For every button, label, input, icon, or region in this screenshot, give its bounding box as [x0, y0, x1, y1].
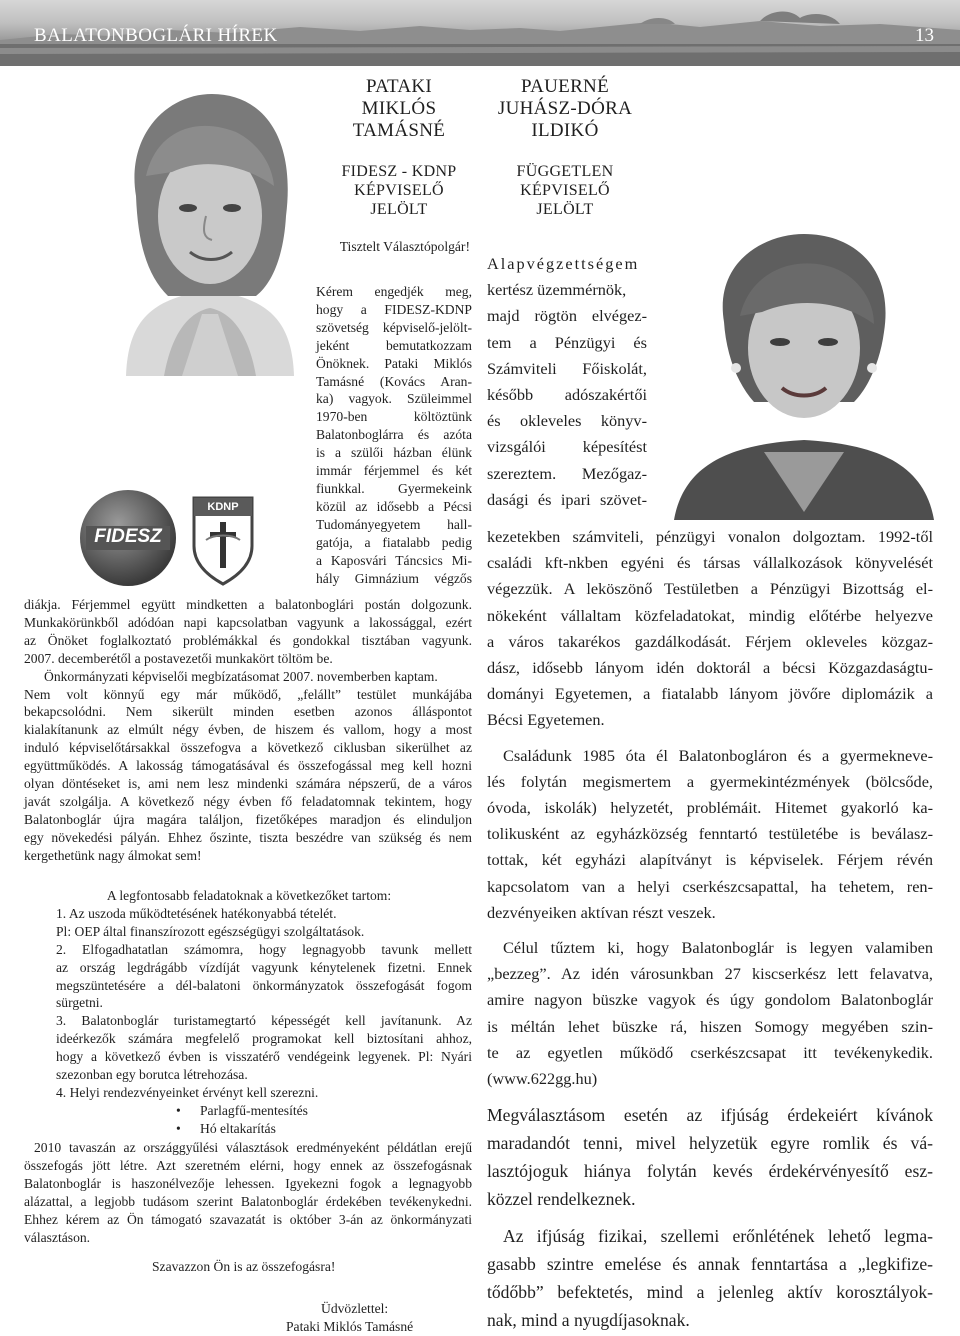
text-line: szereztem. Mezőgaz- — [487, 463, 647, 483]
text-line: javát szolgálja. A következő négy évben fő feladatomnak tekintem, hogy — [24, 793, 472, 809]
left-closing — [24, 1139, 472, 1336]
text-line: a Kaposvári Táncsics Mi- — [316, 552, 472, 568]
text-line: is méltán lehet büszke rá, hiszen Somogy megyében szin- — [487, 1016, 933, 1036]
text-line: Nem volt könnyű egy már működő, „felállt” testület munkájába — [24, 686, 472, 702]
text-line: jeként bemutatkozzam — [316, 337, 472, 353]
text-line: Balatonboglár újra magára találjon, fizetőképes maradjon és elinduljon — [24, 811, 472, 827]
section-heading: Alapvégzettségem — [487, 254, 640, 273]
text-line: vizsgálói képesítést — [487, 437, 647, 457]
text-line: sürgetni. — [56, 995, 103, 1011]
bullet-item — [56, 1102, 472, 1120]
text-line: tem a Pénzügyi és — [487, 332, 647, 352]
text-line: később adószakértői — [487, 385, 647, 405]
text-line: 1. Az uszoda működtetésének hatékonyabbá tételét. — [56, 905, 337, 921]
text-line: bekapcsolódni. Nem sikerült minden esetben azonos álláspontot — [24, 704, 472, 720]
page-number: 13 — [915, 25, 934, 46]
bullet-text: Parlagfű-mentesítés — [200, 1102, 308, 1118]
text-line: dasági és ipari szövet- — [487, 489, 647, 509]
text-line: Ehhez kérem az Ön támogató szavazatát is október 3-án az önkormányzati — [24, 1211, 472, 1227]
text-line: ka) vagyok. Szüleimmel — [316, 391, 472, 407]
text-line: egy növekedési pályán. Ehhez őszinte, tiszta beszédre van szükség és nem — [24, 829, 472, 845]
text-line: 3. Balatonboglár turistamegtartó képességét kell javítanunk. Az — [56, 1013, 472, 1029]
text-line: nak, mind a nyugdíjasoknak. — [487, 1310, 690, 1331]
slogan: Szavazzon Ön is az összefogásra! — [152, 1259, 336, 1275]
bullet-item — [56, 1120, 472, 1138]
text-line: választáson. — [24, 1229, 91, 1245]
text-line: maradandót tenni, mivel helyzetük egyre romlik és vá- — [487, 1133, 933, 1154]
candidate-name-line: MIKLÓS — [361, 98, 437, 119]
text-line: együttműködés. A lakosság támogatásával és összefogással meg kell hozni — [24, 758, 472, 774]
text-line: szövetség képviselő-jelölt- — [316, 319, 472, 335]
left-candidate-photo — [86, 76, 334, 376]
candidate-name-line: PATAKI — [365, 76, 433, 97]
text-line: hogy a következő évben is visszatérő vendégeink legyenek. Pl: Nyári — [56, 1049, 472, 1065]
text-line: az ország legdrágább vízdíját vagyunk kénytelenek fizetni. Ennek — [56, 959, 472, 975]
fidesz-logo-text: FIDESZ — [94, 526, 162, 547]
text-line: Önkormányzati képviselői megbízatásomat 2007. novemberben kaptam. — [44, 668, 438, 684]
text-line: tolikusként az egyházközség fenntartó testületébe is beválasz- — [487, 824, 933, 844]
candidate-name-line: TAMÁSNÉ — [352, 120, 446, 141]
candidate-role-line: FIDESZ - KDNP — [341, 163, 457, 180]
text-line: 1970-ben költöztünk — [316, 409, 472, 425]
text-line: Pl: OEP által finanszírozott egészségügyi szolgáltatások. — [56, 923, 365, 939]
text-line: összefogás jött létre. Azt szeretném elérni, hogy ennek az összefogásnak — [24, 1157, 472, 1173]
text-line: Balatonboglárra és azóta — [316, 427, 472, 443]
text-line: Balatonboglár is haszonélvezője lehessen. Igyekezni fogok a legnagyobb — [24, 1175, 472, 1191]
text-line: Számviteli Főiskolát, — [487, 358, 647, 378]
text-line: „bezzeg”. Az idén városunkban 27 kiscserkész lett felavatva, — [487, 964, 933, 984]
candidate-name-line: ILDIKÓ — [531, 120, 599, 141]
candidate-role-line: JELÖLT — [536, 201, 594, 218]
right-candidate-heading — [484, 76, 646, 219]
text-line: végezzük. A leköszönő Testületben a Pénzügyi Bizottság el- — [487, 579, 933, 599]
text-line: olyan döntéseket is, ami nem lesz mindenki számára népszerű, de a város — [24, 776, 472, 792]
text-line: szezonban egy borutca létrehozása. — [56, 1067, 248, 1083]
right-candidate-photo — [654, 212, 952, 520]
text-line: 2010 tavaszán az országgyűlési választások eredményeként példátlan erejű — [34, 1140, 472, 1155]
text-line: Munkakörünkből adódóan napi kapcsolatban vagyunk a lakossággal, ezért — [24, 614, 472, 630]
text-line: 2007. decemberétől a postavezetői munkakört töltöm be. — [24, 650, 333, 666]
header-banner — [0, 0, 960, 66]
text-line: nökeként vállaltam közfeladatokat, mindig előtérbe helyezve — [487, 605, 933, 625]
bullet-text: Hó eltakarítás — [200, 1120, 276, 1136]
candidate-role-line: JELÖLT — [370, 201, 428, 218]
candidate-name-line: JUHÁSZ-DÓRA — [497, 98, 633, 119]
fidesz-logo — [78, 488, 178, 588]
candidate-name-line: PAUERNÉ — [521, 76, 609, 97]
text-line: az Önöket foglalkoztató problémákkal és gondokkal tisztában vagyunk. — [24, 632, 472, 648]
text-line: immár férjemmel és két — [316, 463, 472, 479]
text-line: tottak, két egyházi alapítványt is képviselek. Férjem révén — [487, 850, 933, 870]
text-line: közül az idősebb a Pécsi — [316, 498, 472, 514]
kdnp-logo-text: KDNP — [207, 501, 239, 513]
text-line: ideérkezők számára megfelelő programokat kell biztosítani ahhoz, — [56, 1031, 472, 1047]
text-line: gasabb szintre emelése és annak fenntartása a „legkifize- — [487, 1254, 933, 1275]
text-line: kialakítanunk az elmúlt négy évben, de hiszem és vallom, hogy a most — [24, 722, 472, 738]
text-line: Célul tűztem ki, hogy Balatonboglár is legyen valamiben — [503, 938, 933, 958]
left-intro-column — [316, 283, 472, 587]
greeting: Tisztelt Választópolgár! — [339, 239, 470, 254]
text-line: kergethetünk nagy álmokat sem! — [24, 847, 202, 863]
candidate-role-line: KÉPVISELŐ — [354, 182, 444, 199]
text-line: és okleveles könyv- — [487, 411, 647, 431]
bullet-icon: • — [176, 1120, 181, 1136]
text-line: óvoda, iskolák) helyzetét, problémáit. Hitemet gyakorló ka- — [487, 798, 933, 818]
text-line: megszüntetésére a dél-balatoni önkormányzatok összefogását fogom — [56, 977, 472, 993]
text-line: Önöknek. Pataki Miklós — [316, 355, 472, 371]
text-line: hogy a FIDESZ-KDNP — [316, 301, 472, 317]
tasks-heading: A legfontosabb feladatoknak a következőket tartom: — [106, 888, 392, 903]
text-line: Tamásné (Kovács Aran- — [316, 373, 472, 389]
text-line: a város takarékos gazdálkodását. Férjem okleveles közgaz- — [487, 631, 933, 651]
signature: Pataki Miklós Tamásné — [286, 1319, 414, 1335]
text-line: dezvényeiken aktívan részt veszek. — [487, 902, 716, 922]
right-intro-column — [487, 251, 647, 513]
text-line: kapcsolatom van a helyi cserkészcsapattal, ha tehetem, ren- — [487, 876, 933, 896]
text-line: Az ifjúság fizikai, szellemi erőnlétének lehető legma- — [503, 1226, 933, 1247]
text-line: Bécsi Egyetemen. — [487, 710, 605, 730]
text-line: 4. Helyi rendezvényeinket érvényt kell szerezni. — [56, 1084, 319, 1100]
text-line: diákja. Férjemmel együtt mindketten a balatonboglári postán dolgozunk. — [24, 597, 472, 612]
kdnp-logo — [190, 494, 256, 586]
text-line: dományi Egyetemen, a fiatalabb lányom jövőre diplomázik a — [487, 684, 933, 704]
left-tasks — [56, 887, 472, 1138]
text-line: Családunk 1985 óta él Balatonbogláron és a gyermekneve- — [503, 745, 933, 765]
newspaper-title: BALATONBOGLÁRI HÍREK — [34, 25, 278, 46]
text-line: lasztójoguk hiánya folytán kevés érdekérvényesítő esz- — [487, 1161, 933, 1182]
text-line: Kérem engedjék meg, — [316, 284, 472, 299]
text-line: te az egyetlen működő cserkészcsapat itt tevékenykedik. — [487, 1042, 933, 1062]
text-line: fiunkkal. Gyermekeink — [316, 480, 472, 496]
text-line: kertész üzemmérnök, — [487, 280, 627, 300]
text-line: (www.622gg.hu) — [487, 1069, 598, 1089]
text-line: Megválasztásom esetén az ifjúság érdekeiért kívánok — [487, 1105, 933, 1126]
text-line: lés folytán megismertem a gyermekintézmények (bölcsőde, — [487, 771, 933, 791]
left-candidate-heading — [332, 76, 466, 219]
text-line: családi kft-nkben egyéni és társas vállalkozások könyvelését — [487, 553, 933, 573]
text-line: Tudományegyetem hall- — [316, 516, 472, 532]
text-line: hály Gimnázium végzős — [316, 570, 472, 586]
text-line: közzel rendelkeznek. — [487, 1189, 636, 1210]
text-line: is a szülői házban élünk — [316, 445, 472, 461]
text-line: amire nagyon büszke vagyok és úgy gondolom Balatonboglár — [487, 990, 933, 1010]
right-article-body — [487, 524, 933, 1334]
text-line: majd rögtön elvégez- — [487, 306, 647, 326]
signoff: Üdvözlettel: — [321, 1301, 389, 1317]
text-line: dász, idősebb lányom idén doktorál a bécsi Közgazdaságtu- — [487, 658, 933, 678]
text-line: induló képviselőtársakkal összefogva a következő ciklusban sikerülhet az — [24, 740, 472, 756]
left-article-body — [24, 596, 472, 865]
text-line: alázattal, a legjobb tudásom szerint Balatonboglár érdekében tevékenykedni. — [24, 1193, 472, 1209]
candidate-role-line: FÜGGETLEN — [516, 163, 614, 180]
text-line: 2. Elfogadhatatlan számomra, hogy legnagyobb tavunk mellett — [56, 941, 472, 957]
text-line: kezetekben számviteli, pénzügyi vonalon dolgoztam. 1992-től — [487, 527, 933, 546]
bullet-icon: • — [176, 1102, 181, 1118]
candidate-role-line: KÉPVISELŐ — [520, 182, 610, 199]
text-line: gatója, a fiatalabb pedig — [316, 534, 472, 550]
text-line: tődőbb” befektetés, mind a jelenleg aktív korosztályok- — [487, 1282, 933, 1303]
